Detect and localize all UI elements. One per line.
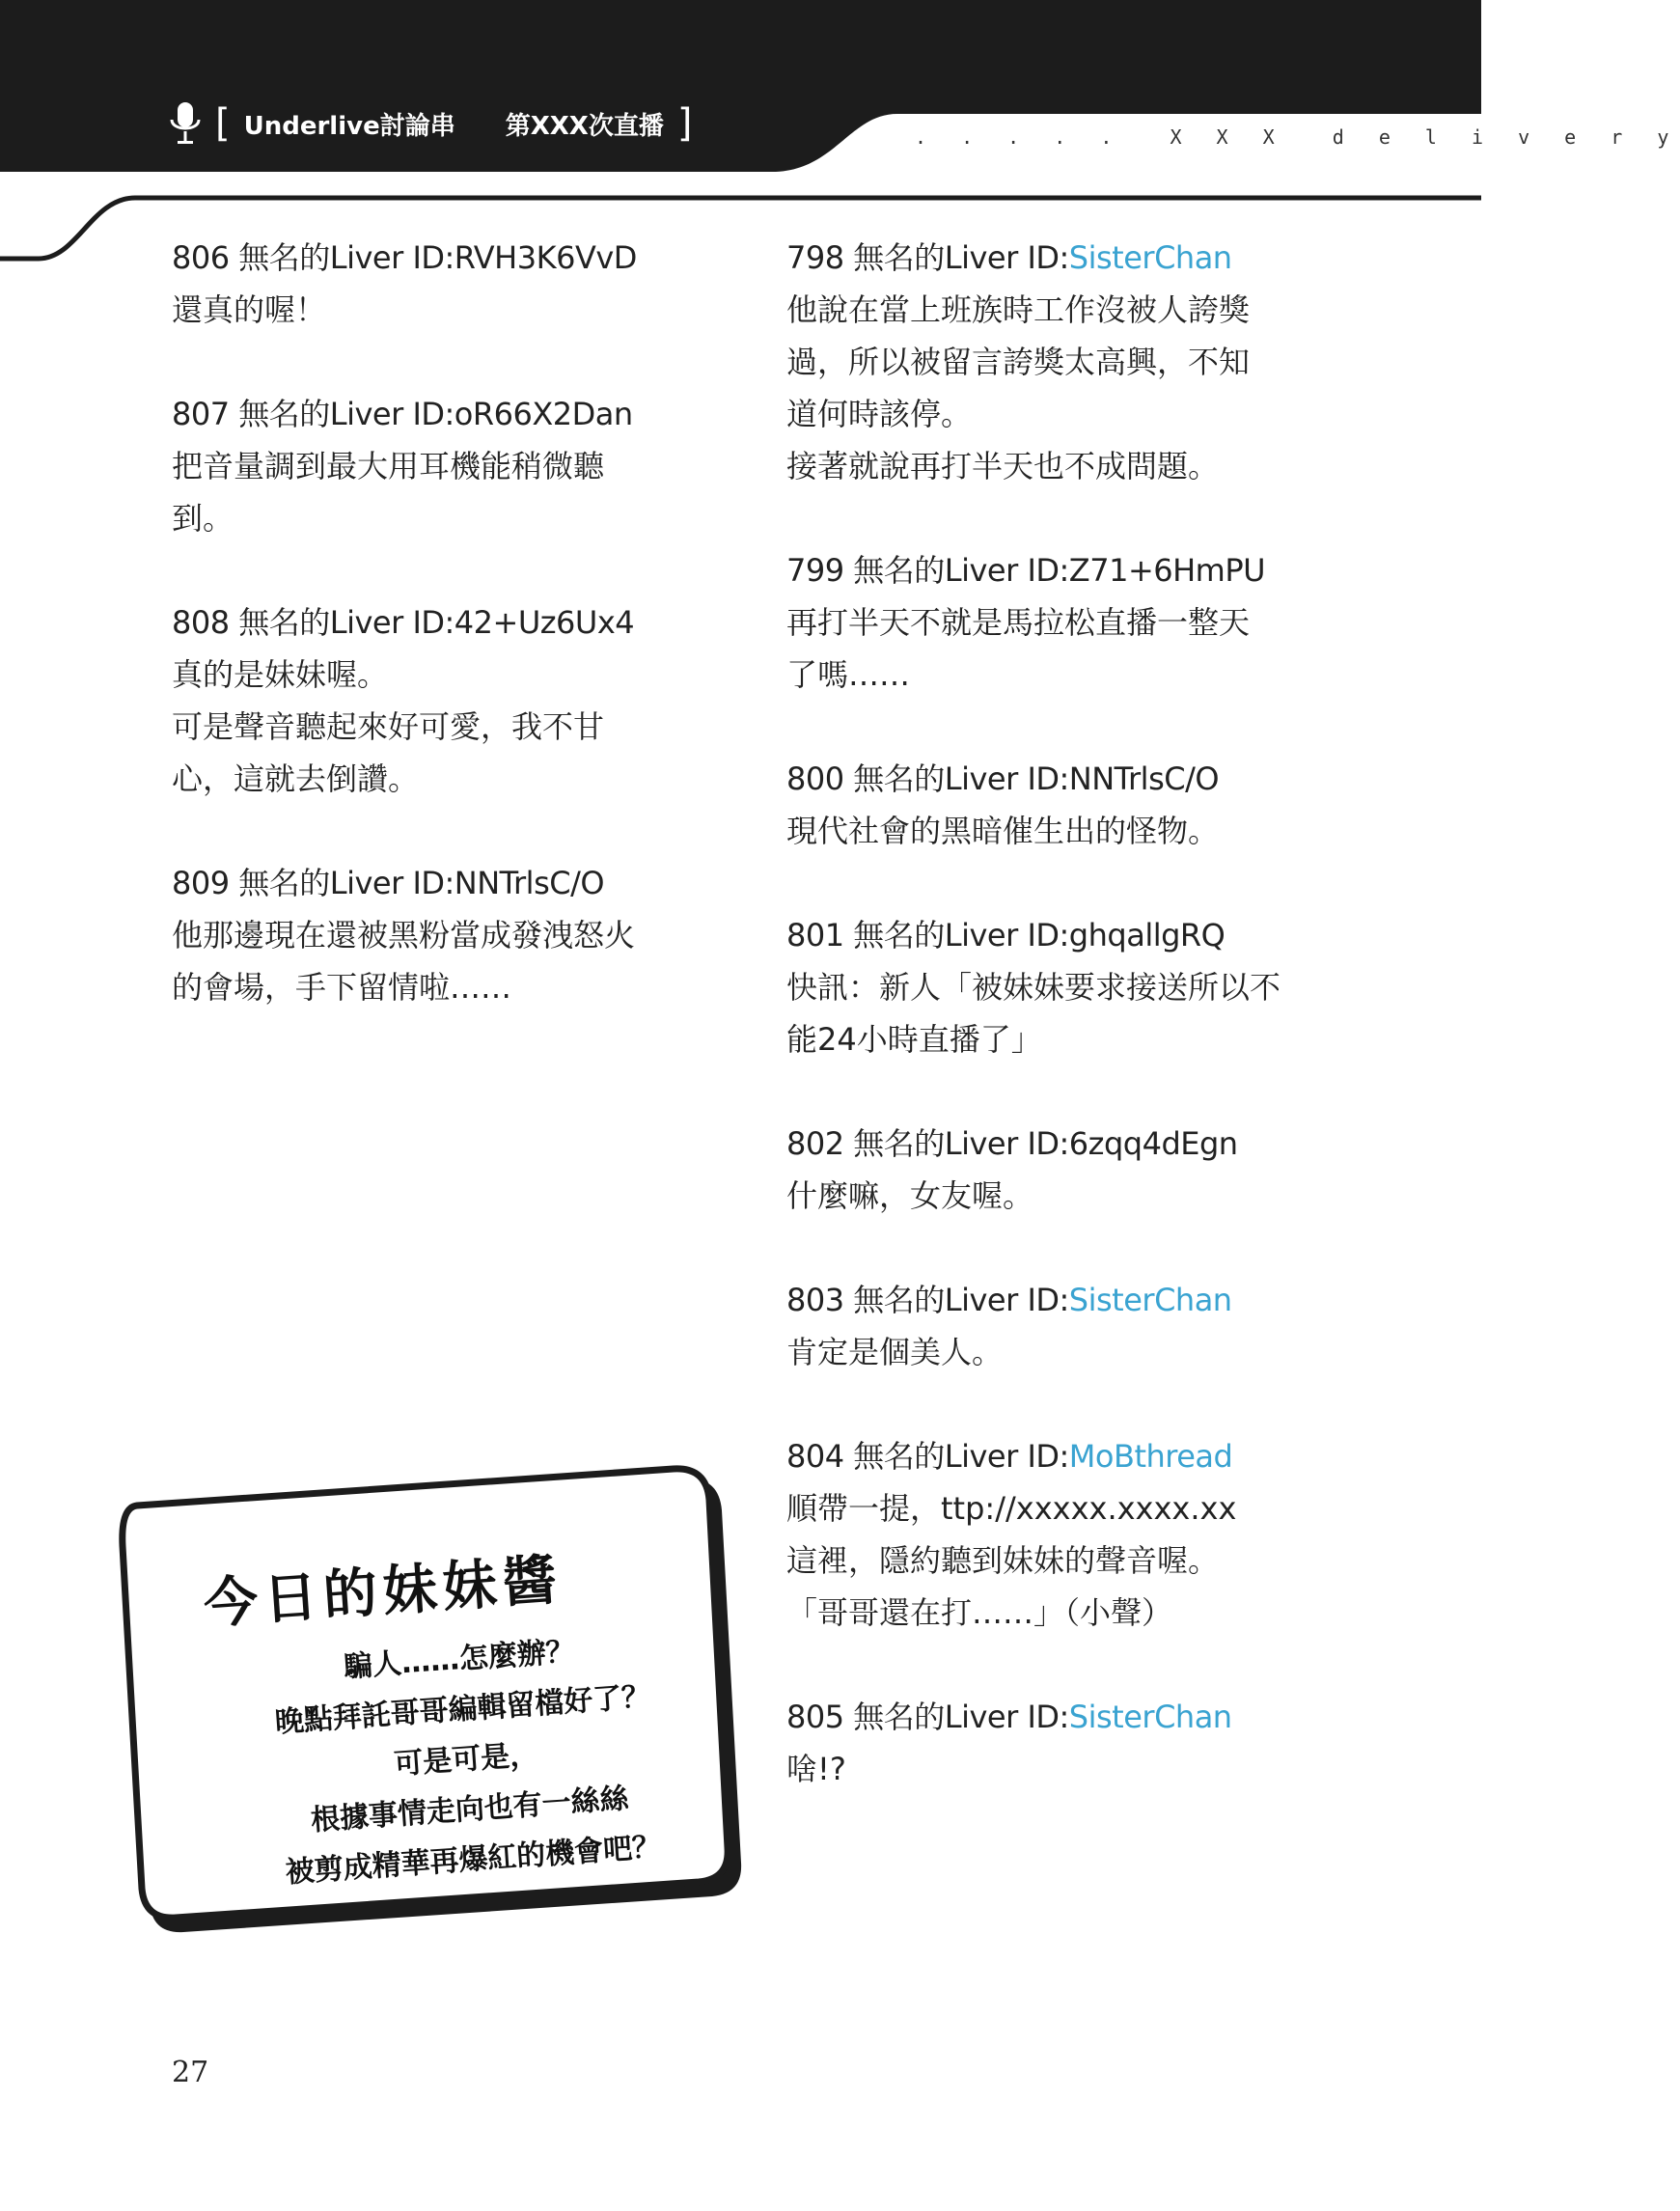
post-id: NNTrlsC/O <box>1068 760 1220 797</box>
left-column <box>172 232 712 1065</box>
post-header <box>172 857 712 909</box>
post-id-prefix: ID: <box>412 396 454 432</box>
post-body-line: 肯定是個美人。 <box>786 1334 1004 1370</box>
post-body-line: 道何時該停。 <box>786 396 973 432</box>
thread-post <box>786 1118 1327 1222</box>
post-header <box>786 1430 1327 1482</box>
post-body-line: 能24小時直播了」 <box>786 1021 1042 1058</box>
post-number: 803 <box>786 1282 844 1318</box>
thread-post <box>172 388 712 544</box>
post-number: 798 <box>786 239 844 276</box>
post-header <box>786 544 1327 596</box>
post-id-prefix: ID: <box>1027 1282 1069 1318</box>
post-body-line: 了嗎…… <box>786 656 911 693</box>
post-id: MoBthread <box>1068 1438 1233 1475</box>
post-number: 807 <box>172 396 230 432</box>
post-id: SisterChan <box>1068 1282 1232 1318</box>
title-bracket-close: ] <box>676 101 693 146</box>
post-author: 無名的Liver <box>853 1282 1018 1318</box>
post-body-line: 的會場，手下留情啦…… <box>172 969 512 1006</box>
thread-post <box>786 544 1327 701</box>
post-body-line: 現代社會的黑暗催生出的怪物。 <box>786 813 1220 849</box>
post-author: 無名的Liver <box>238 239 403 276</box>
post-author: 無名的Liver <box>853 917 1018 953</box>
post-id-prefix: ID: <box>1027 760 1069 797</box>
post-header <box>786 753 1327 805</box>
post-id: 42+Uz6Ux4 <box>454 604 635 641</box>
post-author: 無名的Liver <box>238 604 403 641</box>
post-header <box>786 909 1327 961</box>
delivery-tagline: . . . . . X X X d e l i v e r y <box>915 125 1680 149</box>
thread-post <box>172 232 712 336</box>
post-header <box>172 388 712 440</box>
post-id: ghqallgRQ <box>1068 917 1226 953</box>
post-author: 無名的Liver <box>238 396 403 432</box>
post-header <box>786 1691 1327 1743</box>
post-id: NNTrlsC/O <box>454 865 605 901</box>
post-id-prefix: ID: <box>412 604 454 641</box>
note-title: 今日的妹妹醬 <box>202 1547 565 1637</box>
thread-post <box>172 857 712 1013</box>
thread-post <box>786 909 1327 1065</box>
post-author: 無名的Liver <box>853 1438 1018 1475</box>
post-number: 800 <box>786 760 844 797</box>
post-id-prefix: ID: <box>1027 552 1069 589</box>
thread-subtitle: 第XXX次直播 <box>505 111 664 141</box>
post-body-line: 還真的喔！ <box>172 291 327 328</box>
post-id-prefix: ID: <box>412 239 454 276</box>
post-body-line: 過，所以被留言誇獎太高興，不知 <box>786 344 1251 380</box>
note-line: 可是可是， <box>393 1737 540 1783</box>
page-number: 27 <box>172 2056 209 2089</box>
post-id-prefix: ID: <box>1027 1699 1069 1735</box>
note-content <box>181 1526 744 1904</box>
note-line: 被剪成精華再爆紅的機會吧？ <box>284 1830 663 1891</box>
post-body-line: 什麼嘛，女友喔。 <box>786 1177 1034 1214</box>
post-body-line: 再打半天不就是馬拉松直播一整天 <box>786 604 1251 641</box>
post-number: 801 <box>786 917 844 953</box>
post-id: SisterChan <box>1068 1699 1232 1735</box>
post-header <box>786 1274 1327 1326</box>
post-body-line: 把音量調到最大用耳機能稍微聽 <box>172 448 605 484</box>
header-title-bar <box>169 97 692 151</box>
thread-title: Underlive討論串 <box>243 111 455 141</box>
post-body-line: 這裡，隱約聽到妹妹的聲音喔。 <box>786 1542 1220 1579</box>
post-number: 802 <box>786 1125 844 1162</box>
post-body-line: 順帶一提，ttp://xxxxx.xxxx.xx <box>786 1490 1237 1527</box>
note-line: 騙人……怎麼辦？ <box>343 1634 576 1685</box>
post-body-line: 到。 <box>172 500 234 537</box>
post-header <box>172 596 712 649</box>
post-id: RVH3K6VvD <box>454 239 637 276</box>
right-column <box>786 232 1327 1847</box>
post-body-line: 接著就說再打半天也不成問題。 <box>786 448 1220 484</box>
note-line: 晚點拜託哥哥編輯留檔好了？ <box>273 1679 652 1740</box>
post-author: 無名的Liver <box>853 760 1018 797</box>
post-body-line: 他說在當上班族時工作沒被人誇獎 <box>786 291 1251 328</box>
post-author: 無名的Liver <box>853 1125 1018 1162</box>
post-id-prefix: ID: <box>1027 917 1069 953</box>
post-body-line: 啥!? <box>786 1751 846 1787</box>
post-body-line: 可是聲音聽起來好可愛，我不甘 <box>172 708 605 745</box>
post-number: 809 <box>172 865 230 901</box>
microphone-icon <box>169 100 202 147</box>
thread-post <box>786 1430 1327 1639</box>
post-author: 無名的Liver <box>853 552 1018 589</box>
post-body-line: 他那邊現在還被黑粉當成發洩怒火 <box>172 917 636 953</box>
post-body-line: 真的是妹妹喔。 <box>172 656 389 693</box>
post-id: Z71+6HmPU <box>1068 552 1266 589</box>
post-id-prefix: ID: <box>1027 239 1069 276</box>
post-header <box>786 232 1327 284</box>
note-line: 根據事情走向也有一絲絲 <box>310 1782 630 1838</box>
thread-post <box>786 753 1327 857</box>
sister-note-box <box>116 1457 753 1949</box>
post-number: 808 <box>172 604 230 641</box>
post-number: 799 <box>786 552 844 589</box>
post-id-prefix: ID: <box>1027 1438 1069 1475</box>
post-id: SisterChan <box>1068 239 1232 276</box>
post-author: 無名的Liver <box>853 239 1018 276</box>
thread-post <box>172 596 712 805</box>
post-number: 805 <box>786 1699 844 1735</box>
post-body-line: 心，這就去倒讚。 <box>172 760 420 797</box>
post-header <box>172 232 712 284</box>
post-author: 無名的Liver <box>238 865 403 901</box>
thread-post <box>786 232 1327 492</box>
post-number: 804 <box>786 1438 844 1475</box>
post-id-prefix: ID: <box>412 865 454 901</box>
thread-post <box>786 1691 1327 1795</box>
title-bracket-open: [ <box>215 101 231 146</box>
post-id: oR66X2Dan <box>454 396 633 432</box>
post-body-line: 「哥哥還在打……」（小聲） <box>786 1594 1173 1631</box>
post-body-line: 快訊：新人「被妹妹要求接送所以不 <box>786 969 1281 1006</box>
post-id: 6zqq4dEgn <box>1068 1125 1238 1162</box>
post-number: 806 <box>172 239 230 276</box>
post-id-prefix: ID: <box>1027 1125 1069 1162</box>
post-header <box>786 1118 1327 1170</box>
thread-post <box>786 1274 1327 1378</box>
post-author: 無名的Liver <box>853 1699 1018 1735</box>
